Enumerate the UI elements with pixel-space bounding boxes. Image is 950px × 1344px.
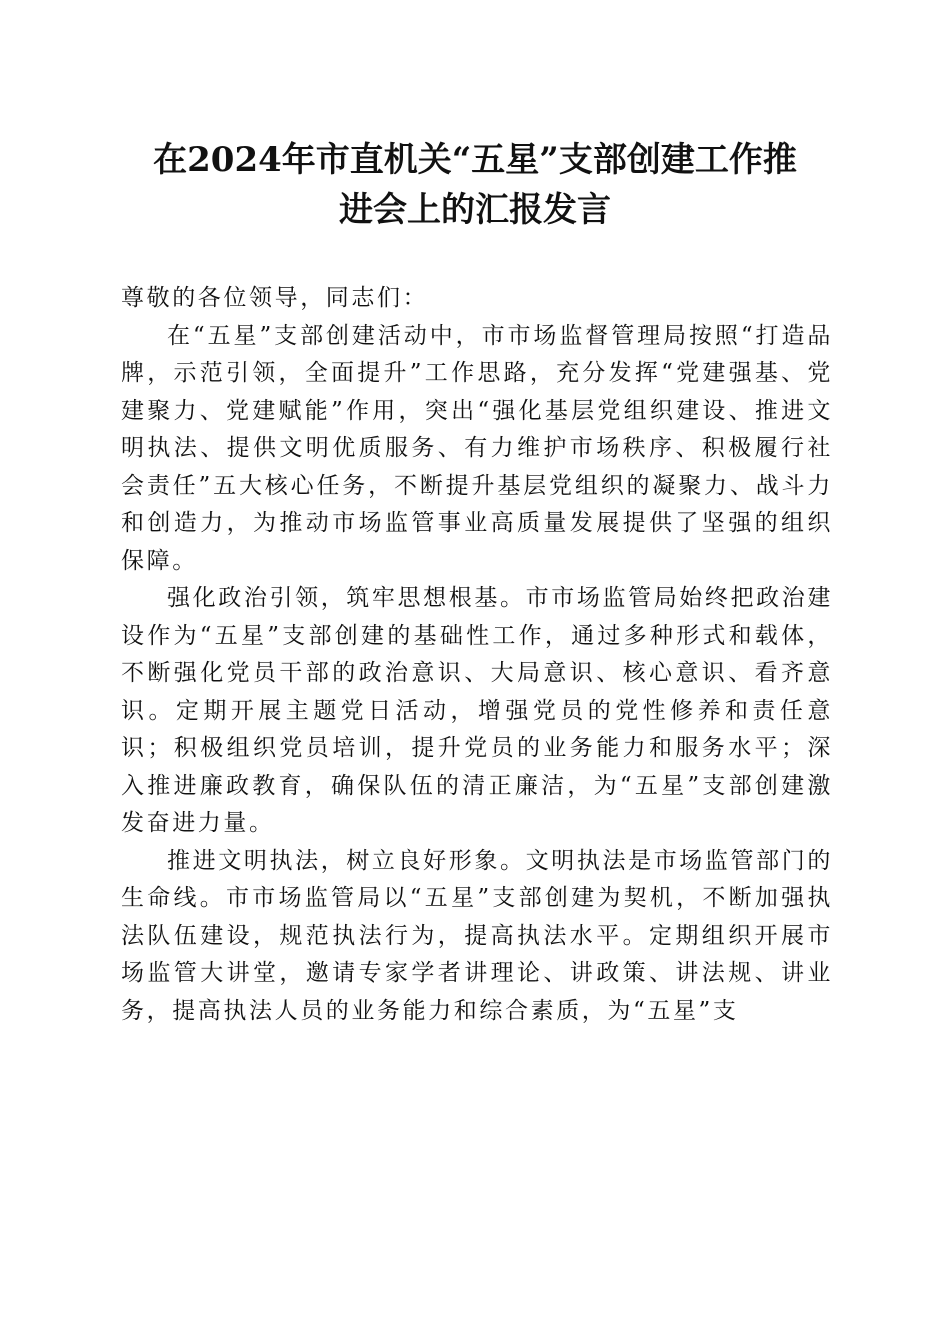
salutation: 尊敬的各位领导，同志们： xyxy=(121,285,429,311)
paragraph-civil-enforcement: 推进文明执法，树立良好形象。文明执法是市场监管部门的生命线。市市场监管局以“五星”支部创建为契机，不断加强执法队伍建设，规范执法行为，提高执法水平。定期组织开展市场监管大讲堂，邀请专家学者讲理论、讲政策、讲法规、讲业务，提高执法人员的业务能力和综合素质，为“五星”支 xyxy=(121,847,833,1024)
paragraph-political-guidance: 强化政治引领，筑牢思想根基。市市场监管局始终把政治建设作为“五星”支部创建的基础性工作，通过多种形式和载体，不断强化党员干部的政治意识、大局意识、核心意识、看齐意识。定期开展主题党日活动，增强党员的党性修养和责任意识；积极组织党员培训，提升党员的业务能力和服务水平；深入推进廉政教育，确保队伍的清正廉洁，为“五星”支部创建激发奋进力量。 xyxy=(121,585,833,836)
title-line-2: 进会上的汇报发言 xyxy=(339,190,611,230)
document-body xyxy=(121,280,833,1030)
document-title xyxy=(110,135,840,235)
paragraph-intro: 在“五星”支部创建活动中，市市场监督管理局按照“打造品牌，示范引领，全面提升”工作思路，充分发挥“党建强基、党建聚力、党建赋能”作用，突出“强化基层党组织建设、推进文明执法、提供文明优质服务、有力维护市场秩序、积极履行社会责任”五大核心任务，不断提升基层党组织的凝聚力、战斗力和创造力，为推动市场监管事业高质量发展提供了坚强的组织保障。 xyxy=(121,322,833,574)
title-line-1: 在2024年市直机关“五星”支部创建工作推 xyxy=(153,140,797,180)
